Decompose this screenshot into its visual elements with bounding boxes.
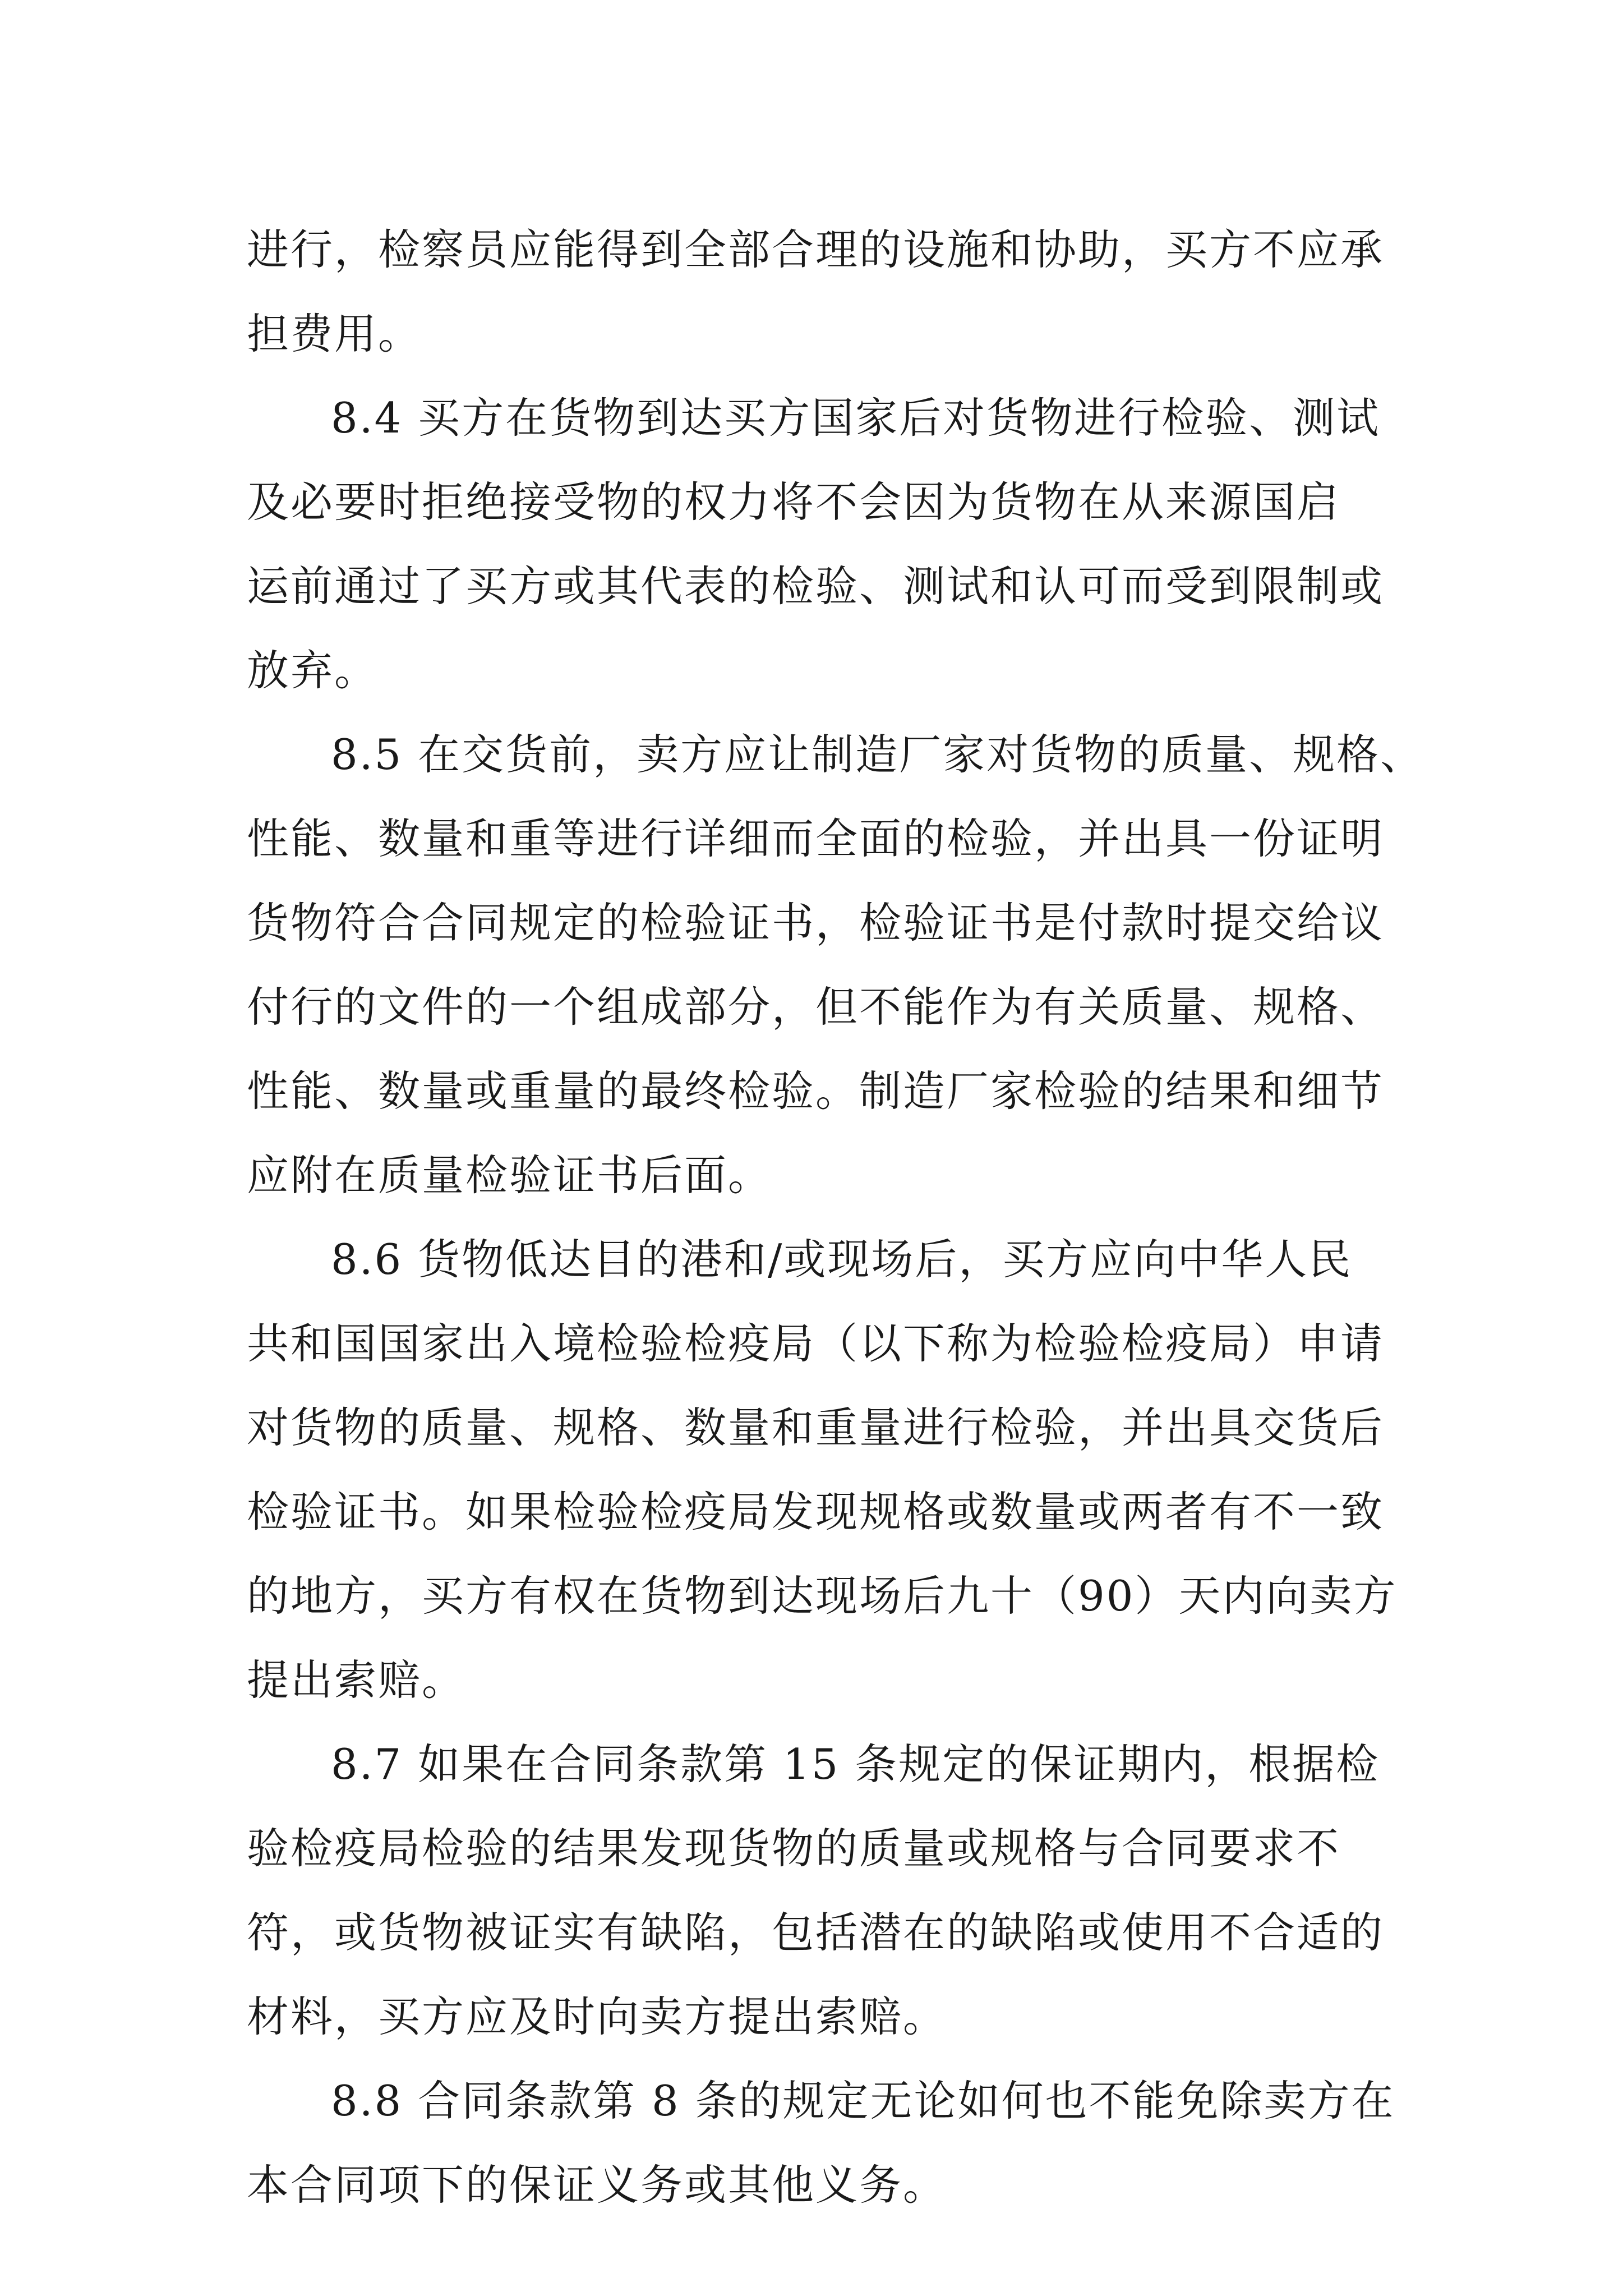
- text-line: 应附在质量检验证书后面。: [247, 1151, 772, 1200]
- text-line: 提出索赔。: [247, 1655, 466, 1705]
- text-line: 性能、数量和重等进行详细而全面的检验，并出具一份证明: [247, 814, 1385, 863]
- text-line: 共和国国家出入境检验检疫局（以下称为检验检疫局）申请: [247, 1319, 1385, 1368]
- text-line: 运前通过了买方或其代表的检验、测试和认可而受到限制或: [247, 562, 1385, 611]
- clause-8-7-first-line: 8.7 如果在合同条款第 15 条规定的保证期内，根据检: [331, 1740, 1380, 1789]
- document-body: [247, 208, 1424, 2227]
- text-line: 付行的文件的一个组成部分，但不能作为有关质量、规格、: [247, 982, 1385, 1032]
- text-line: 对货物的质量、规格、数量和重量进行检验，并出具交货后: [247, 1403, 1385, 1452]
- text-line: 性能、数量或重量的最终检验。制造厂家检验的结果和细节: [247, 1066, 1385, 1116]
- text-line: 放弃。: [247, 646, 379, 695]
- text-line: 货物符合合同规定的检验证书，检验证书是付款时提交给议: [247, 898, 1385, 947]
- clause-8-8-first-line: 8.8 合同条款第 8 条的规定无论如何也不能免除卖方在: [331, 2076, 1395, 2125]
- text-line: 本合同项下的保证义务或其他义务。: [247, 2160, 947, 2210]
- clause-8-4-first-line: 8.4 买方在货物到达买方国家后对货物进行检验、测试: [331, 393, 1381, 443]
- text-line: 检验证书。如果检验检疫局发现规格或数量或两者有不一致: [247, 1487, 1385, 1536]
- text-line: 及必要时拒绝接受物的权力将不会因为货物在从来源国启: [247, 477, 1341, 527]
- text-line: 的地方，买方有权在货物到达现场后九十（90）天内向卖方: [247, 1571, 1398, 1621]
- text-line: 验检疫局检验的结果发现货物的质量或规格与合同要求不: [247, 1824, 1341, 1873]
- text-line: 材料，买方应及时向卖方提出索赔。: [247, 1992, 947, 2041]
- text-line: 符，或货物被证实有缺陷，包括潜在的缺陷或使用不合适的: [247, 1908, 1385, 1957]
- clause-8-5-first-line: 8.5 在交货前，卖方应让制造厂家对货物的质量、规格、: [331, 730, 1424, 779]
- clause-8-6-first-line: 8.6 货物低达目的港和/或现场后，买方应向中华人民: [331, 1235, 1353, 1284]
- text-line: 担费用。: [247, 309, 422, 358]
- text-line: 进行，检察员应能得到全部合理的设施和协助，买方不应承: [247, 225, 1385, 274]
